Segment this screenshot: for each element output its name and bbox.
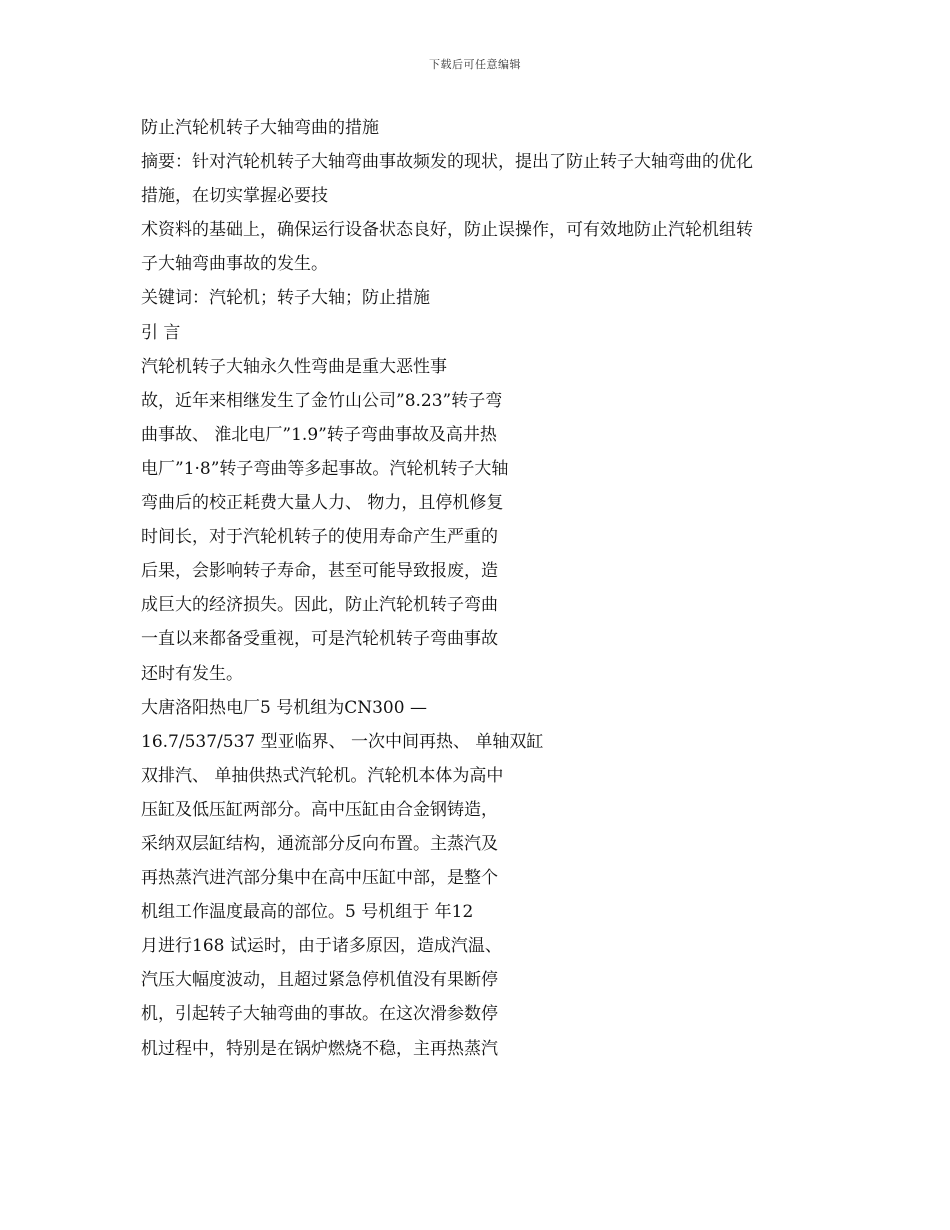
paragraph-line: 时间长，对于汽轮机转子的使用寿命产生严重的 [141, 527, 498, 548]
paragraph-line: 大唐洛阳热电厂5 号机组为CN300 — [141, 697, 427, 718]
paragraph-line: 汽轮机转子大轴永久性弯曲是重大恶性事 [141, 356, 447, 377]
document-body [141, 111, 821, 1066]
abstract-line: 术资料的基础上，确保运行设备状态良好，防止误操作，可有效地防止汽轮机组转 [141, 220, 753, 241]
paragraph-line: 电厂”1·8”转子弯曲等多起事故。汽轮机转子大轴 [141, 458, 509, 479]
abstract-line: 摘要：针对汽轮机转子大轴弯曲事故频发的现状，提出了防止转子大轴弯曲的优化 [141, 152, 753, 173]
paragraph-line: 月进行168 试运时，由于诸多原因，造成汽温、 [141, 936, 502, 957]
paragraph-line: 16.7/537/537 型亚临界、 一次中间再热、 单轴双缸 [141, 731, 544, 752]
paragraph-line: 机组工作温度最高的部位。5 号机组于 年12 [141, 902, 474, 923]
paragraph-line: 机过程中，特别是在锅炉燃烧不稳，主再热蒸汽 [141, 1038, 498, 1059]
paragraph-line: 后果，会影响转子寿命，甚至可能导致报废，造 [141, 561, 498, 582]
paragraph-line: 机，引起转子大轴弯曲的事故。在这次滑参数停 [141, 1004, 498, 1025]
paragraph-line: 汽压大幅度波动，且超过紧急停机值没有果断停 [141, 970, 498, 991]
paragraph-line: 采纳双层缸结构，通流部分反向布置。主蒸汽及 [141, 833, 498, 854]
section-heading-introduction: 引 言 [141, 322, 181, 343]
paragraph-line: 压缸及低压缸两部分。高中压缸由合金钢铸造， [141, 799, 498, 820]
paragraph-line: 一直以来都备受重视，可是汽轮机转子弯曲事故 [141, 629, 498, 650]
paragraph-line: 故，近年来相继发生了金竹山公司”8.23”转子弯 [141, 390, 503, 411]
page-header-note: 下载后可任意编辑 [429, 58, 521, 71]
paragraph-line: 还时有发生。 [141, 663, 243, 684]
document-title: 防止汽轮机转子大轴弯曲的措施 [141, 118, 379, 138]
abstract-line: 子大轴弯曲事故的发生。 [141, 254, 328, 275]
keywords-line: 关键词：汽轮机；转子大轴；防止措施 [141, 288, 430, 309]
paragraph-line: 双排汽、 单抽供热式汽轮机。汽轮机本体为高中 [141, 765, 504, 786]
paragraph-line: 弯曲后的校正耗费大量人力、 物力，且停机修复 [141, 493, 504, 514]
abstract-line: 措施，在切实掌握必要技 [141, 186, 328, 207]
paragraph-line: 再热蒸汽进汽部分集中在高中压缸中部，是整个 [141, 868, 498, 889]
paragraph-line: 曲事故、 淮北电厂”1.9”转子弯曲事故及高井热 [141, 424, 497, 445]
paragraph-line: 成巨大的经济损失。因此，防止汽轮机转子弯曲 [141, 595, 498, 616]
